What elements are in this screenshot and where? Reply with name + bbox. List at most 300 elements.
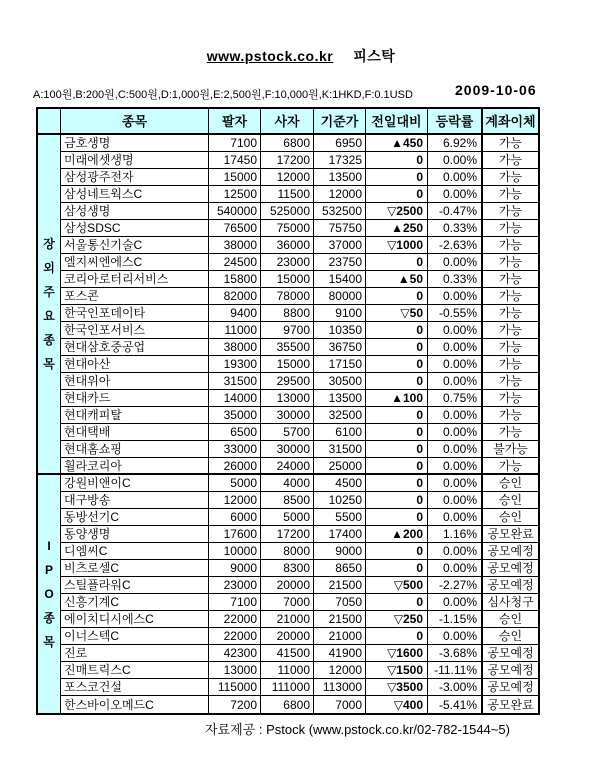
cell-col-change: ▽1000	[365, 237, 427, 253]
cell-col-change: 0	[365, 339, 427, 355]
cell-col-name: 삼성SDSC	[64, 221, 121, 235]
cell-col-transfer: 가능	[481, 203, 538, 219]
header-col-name: 종목	[121, 113, 148, 129]
cell-col-base: 9100	[313, 305, 365, 321]
cell-col-change: ▽500	[365, 577, 427, 593]
cell-col-transfer: 가능	[481, 254, 538, 270]
cell-col-buy: 5700	[260, 424, 313, 440]
cell-col-rate: 6.92%	[427, 135, 481, 151]
cell-col-sell: 7100	[208, 594, 260, 610]
cell-col-name: 현대삼호중공업	[64, 340, 146, 354]
table-row	[61, 152, 538, 169]
cell-col-transfer: 가능	[481, 186, 538, 202]
cell-col-transfer: 공모예정	[481, 662, 538, 678]
cell-col-transfer: 가능	[481, 288, 538, 304]
cell-col-sell: 23000	[208, 577, 260, 593]
cell-col-name: 이너스텍C	[64, 629, 120, 643]
table-row	[61, 356, 538, 373]
cell-col-sell: 6000	[208, 509, 260, 525]
cell-col-base: 9000	[313, 543, 365, 559]
cell-col-sell: 17600	[208, 526, 260, 542]
cell-col-sell: 12500	[208, 186, 260, 202]
cell-col-name: 금호생명	[64, 136, 111, 150]
table-row	[61, 237, 538, 254]
cell-col-transfer: 가능	[481, 220, 538, 236]
cell-col-rate: 0.00%	[427, 441, 481, 457]
table-row	[61, 373, 538, 390]
cell-col-transfer: 승인	[481, 475, 538, 491]
cell-col-transfer: 승인	[481, 492, 538, 508]
cell-col-sell: 42300	[208, 645, 260, 661]
cell-col-change: ▽1600	[365, 645, 427, 661]
cell-col-base: 7050	[313, 594, 365, 610]
report-date: 2009-10-06	[455, 82, 537, 98]
cell-col-sell: 19300	[208, 356, 260, 372]
table-row	[61, 271, 538, 288]
cell-col-rate: 0.00%	[427, 339, 481, 355]
cell-col-name: 비츠로셀C	[64, 561, 120, 575]
table-row	[61, 305, 538, 322]
table-row	[61, 543, 538, 560]
cell-col-transfer: 심사청구	[481, 594, 538, 610]
cell-col-name: 현대홈쇼핑	[64, 442, 122, 456]
cell-col-rate: 0.00%	[427, 254, 481, 270]
header-col-transfer: 계좌이체	[481, 109, 538, 133]
cell-col-buy: 8500	[260, 492, 313, 508]
cell-col-name: 스틸플라워C	[64, 578, 131, 592]
cell-col-rate: -3.00%	[427, 679, 481, 695]
cell-col-base: 12000	[313, 186, 365, 202]
cell-col-buy: 12000	[260, 169, 313, 185]
cell-col-change: 0	[365, 186, 427, 202]
header-col-rate: 등락률	[427, 109, 481, 133]
cell-col-sell: 76500	[208, 220, 260, 236]
table-row	[61, 254, 538, 271]
cell-col-name: 삼성생명	[64, 204, 111, 218]
cell-col-name: 대구방송	[64, 493, 111, 507]
cell-col-name: 미래에셋생명	[64, 153, 134, 167]
cell-col-base: 36750	[313, 339, 365, 355]
cell-col-buy: 6800	[260, 135, 313, 151]
cell-col-transfer: 승인	[481, 509, 538, 525]
gutter-char: 목	[43, 635, 55, 649]
cell-col-transfer: 가능	[481, 169, 538, 185]
cell-col-buy: 6800	[260, 696, 313, 713]
cell-col-rate: -3.68%	[427, 645, 481, 661]
cell-col-base: 23750	[313, 254, 365, 270]
cell-col-base: 532500	[313, 203, 365, 219]
table-row	[61, 424, 538, 441]
cell-col-name: 현대카드	[64, 391, 111, 405]
table-row	[61, 186, 538, 203]
cell-col-sell: 26000	[208, 458, 260, 473]
cell-col-rate: 1.16%	[427, 526, 481, 542]
cell-col-rate: 0.00%	[427, 356, 481, 372]
gutter-char: 장	[43, 237, 55, 251]
cell-col-name: 에이치디시에스C	[64, 612, 154, 626]
table-row	[61, 322, 538, 339]
cell-col-base: 21000	[313, 628, 365, 644]
cell-col-transfer: 불가능	[481, 441, 538, 457]
cell-col-change: ▽1500	[365, 662, 427, 678]
table-row	[61, 577, 538, 594]
cell-col-base: 80000	[313, 288, 365, 304]
cell-col-name: 진로	[64, 646, 88, 660]
cell-col-transfer: 승인	[481, 628, 538, 644]
table-row	[61, 679, 538, 696]
cell-col-change: 0	[365, 594, 427, 610]
cell-col-name: 강원비앤이C	[64, 476, 131, 490]
cell-col-buy: 20000	[260, 577, 313, 593]
cell-col-transfer: 가능	[481, 135, 538, 151]
cell-col-buy: 17200	[260, 526, 313, 542]
cell-col-transfer: 가능	[481, 458, 538, 473]
cell-col-transfer: 승인	[481, 611, 538, 627]
site-url-link[interactable]: www.pstock.co.kr	[206, 48, 334, 64]
table-row	[61, 339, 538, 356]
cell-col-base: 6100	[313, 424, 365, 440]
cell-col-base: 75750	[313, 220, 365, 236]
cell-col-buy: 35500	[260, 339, 313, 355]
cell-col-transfer: 공모예정	[481, 679, 538, 695]
table-row	[61, 288, 538, 305]
cell-col-transfer: 가능	[481, 305, 538, 321]
page-title	[0, 46, 602, 66]
table-row	[61, 203, 538, 220]
gutter-header-cell	[38, 109, 60, 135]
cell-col-sell: 10000	[208, 543, 260, 559]
cell-col-name: 디엠씨C	[64, 544, 108, 558]
cell-col-sell: 6500	[208, 424, 260, 440]
cell-col-name: 휠라코리아	[64, 458, 122, 473]
cell-col-rate: 0.00%	[427, 458, 481, 473]
price-unit-legend: A:100원,B:200원,C:500원,D:1,000원,E:2,500원,F:10,000원,K:1HKD,F:0.1USD	[33, 89, 413, 101]
cell-col-transfer: 가능	[481, 390, 538, 406]
cell-col-transfer: 가능	[481, 271, 538, 287]
cell-col-buy: 15000	[260, 271, 313, 287]
cell-col-buy: 9700	[260, 322, 313, 338]
cell-col-rate: -2.27%	[427, 577, 481, 593]
table-row	[61, 628, 538, 645]
cell-col-change: 0	[365, 407, 427, 423]
cell-col-sell: 31500	[208, 373, 260, 389]
cell-col-buy: 8000	[260, 543, 313, 559]
gutter-char: 종	[43, 611, 55, 625]
cell-col-rate: 0.00%	[427, 475, 481, 491]
cell-col-rate: 0.75%	[427, 390, 481, 406]
cell-col-change: 0	[365, 492, 427, 508]
cell-col-transfer: 공모완료	[481, 696, 538, 713]
gutter-char: 주	[43, 285, 55, 299]
cell-col-transfer: 공모예정	[481, 577, 538, 593]
cell-col-rate: 0.00%	[427, 424, 481, 440]
cell-col-sell: 7200	[208, 696, 260, 713]
cell-col-name: 현대택배	[64, 425, 111, 439]
cell-col-rate: 0.00%	[427, 152, 481, 168]
table-row	[61, 696, 538, 713]
cell-col-name: 진매트릭스C	[64, 663, 131, 677]
cell-col-name: 신흥기계C	[64, 595, 120, 609]
brand-name: 피스탁	[353, 48, 396, 64]
cell-col-sell: 11000	[208, 322, 260, 338]
section-label-otc-major	[38, 135, 60, 475]
cell-col-buy: 11500	[260, 186, 313, 202]
cell-col-name: 현대아산	[64, 357, 111, 371]
table-row	[61, 475, 538, 492]
cell-col-buy: 30000	[260, 407, 313, 423]
cell-col-transfer: 공모예정	[481, 560, 538, 576]
cell-col-buy: 23000	[260, 254, 313, 270]
header-col-sell: 팔자	[208, 109, 260, 133]
cell-col-name: 포스콘	[64, 289, 99, 303]
stock-quote-table	[36, 107, 540, 715]
cell-col-base: 17150	[313, 356, 365, 372]
cell-col-buy: 8300	[260, 560, 313, 576]
cell-col-base: 10250	[313, 492, 365, 508]
cell-col-change: ▽50	[365, 305, 427, 321]
cell-col-rate: 0.00%	[427, 186, 481, 202]
cell-col-base: 12000	[313, 662, 365, 678]
cell-col-buy: 75000	[260, 220, 313, 236]
cell-col-name: 한스바이오메드C	[64, 697, 154, 712]
table-row	[61, 169, 538, 186]
section-gutter	[38, 109, 60, 713]
cell-col-sell: 33000	[208, 441, 260, 457]
cell-col-transfer: 공모예정	[481, 645, 538, 661]
cell-col-base: 21500	[313, 611, 365, 627]
cell-col-transfer: 가능	[481, 424, 538, 440]
table-row	[61, 662, 538, 679]
gutter-char: O	[44, 587, 54, 601]
cell-col-rate: 0.00%	[427, 594, 481, 610]
cell-col-buy: 30000	[260, 441, 313, 457]
cell-col-change: 0	[365, 169, 427, 185]
cell-col-transfer: 가능	[481, 152, 538, 168]
cell-col-name: 삼성네트웍스C	[64, 187, 143, 201]
cell-col-transfer: 가능	[481, 237, 538, 253]
cell-col-buy: 29500	[260, 373, 313, 389]
cell-col-name: 동양생명	[64, 527, 111, 541]
cell-col-change: 0	[365, 288, 427, 304]
cell-col-transfer: 가능	[481, 407, 538, 423]
table-row	[61, 526, 538, 543]
cell-col-base: 8650	[313, 560, 365, 576]
cell-col-change: ▲200	[365, 526, 427, 542]
cell-col-change: 0	[365, 373, 427, 389]
cell-col-base: 17325	[313, 152, 365, 168]
cell-col-sell: 35000	[208, 407, 260, 423]
cell-col-base: 13500	[313, 390, 365, 406]
cell-col-sell: 13000	[208, 662, 260, 678]
gutter-char: 요	[43, 309, 55, 323]
cell-col-change: ▲250	[365, 220, 427, 236]
cell-col-base: 21500	[313, 577, 365, 593]
header-col-base: 기준가	[313, 109, 365, 133]
cell-col-rate: 0.00%	[427, 492, 481, 508]
table-row	[61, 390, 538, 407]
cell-col-transfer: 가능	[481, 339, 538, 355]
cell-col-buy: 4000	[260, 475, 313, 491]
cell-col-sell: 12000	[208, 492, 260, 508]
table-row	[61, 135, 538, 152]
cell-col-buy: 111000	[260, 679, 313, 695]
header-col-buy: 사자	[260, 109, 313, 133]
gutter-char: 목	[43, 357, 55, 371]
cell-col-change: 0	[365, 475, 427, 491]
cell-col-rate: -0.55%	[427, 305, 481, 321]
cell-col-sell: 115000	[208, 679, 260, 695]
cell-col-change: 0	[365, 424, 427, 440]
cell-col-sell: 14000	[208, 390, 260, 406]
cell-col-sell: 17450	[208, 152, 260, 168]
cell-col-name: 코리아로터리서비스	[64, 272, 169, 286]
cell-col-transfer: 가능	[481, 356, 538, 372]
table-row	[61, 441, 538, 458]
table-row	[61, 594, 538, 611]
cell-col-sell: 22000	[208, 628, 260, 644]
cell-col-sell: 22000	[208, 611, 260, 627]
cell-col-buy: 24000	[260, 458, 313, 473]
cell-col-base: 25000	[313, 458, 365, 473]
cell-col-buy: 36000	[260, 237, 313, 253]
cell-col-name: 한국인포데이타	[64, 306, 146, 320]
gutter-char: P	[44, 563, 53, 577]
cell-col-base: 10350	[313, 322, 365, 338]
cell-col-rate: 0.00%	[427, 628, 481, 644]
cell-col-change: ▲450	[365, 135, 427, 151]
cell-col-buy: 8800	[260, 305, 313, 321]
cell-col-rate: 0.00%	[427, 560, 481, 576]
cell-col-rate: -11.11%	[427, 662, 481, 678]
cell-col-base: 41900	[313, 645, 365, 661]
cell-col-base: 30500	[313, 373, 365, 389]
table-row	[61, 458, 538, 475]
cell-col-sell: 15000	[208, 169, 260, 185]
cell-col-rate: 0.33%	[427, 271, 481, 287]
cell-col-change: ▲50	[365, 271, 427, 287]
table-row	[61, 509, 538, 526]
cell-col-buy: 17200	[260, 152, 313, 168]
cell-col-name: 삼성광주전자	[64, 170, 134, 184]
cell-col-change: ▽3500	[365, 679, 427, 695]
cell-col-sell: 9000	[208, 560, 260, 576]
cell-col-base: 4500	[313, 475, 365, 491]
cell-col-base: 31500	[313, 441, 365, 457]
cell-col-name: 엘지씨엔에스C	[64, 255, 143, 269]
cell-col-buy: 525000	[260, 203, 313, 219]
footer-credit: 자료제공 : Pstock (www.pstock.co.kr/02-782-1544~5)	[205, 722, 510, 737]
table-row	[61, 645, 538, 662]
cell-col-buy: 5000	[260, 509, 313, 525]
cell-col-base: 17400	[313, 526, 365, 542]
cell-col-change: ▽250	[365, 611, 427, 627]
cell-col-sell: 540000	[208, 203, 260, 219]
cell-col-name: 한국인포서비스	[64, 323, 146, 337]
table-row	[61, 560, 538, 577]
cell-col-name: 포스코건설	[64, 680, 122, 694]
cell-col-rate: 0.00%	[427, 322, 481, 338]
cell-col-transfer: 가능	[481, 322, 538, 338]
cell-col-buy: 20000	[260, 628, 313, 644]
table-row	[61, 220, 538, 237]
table-row	[61, 407, 538, 424]
cell-col-name: 서울통신기술C	[64, 238, 143, 252]
cell-col-change: 0	[365, 356, 427, 372]
cell-col-sell: 38000	[208, 339, 260, 355]
cell-col-change: 0	[365, 628, 427, 644]
cell-col-rate: 0.00%	[427, 509, 481, 525]
cell-col-change: 0	[365, 560, 427, 576]
cell-col-sell: 24500	[208, 254, 260, 270]
cell-col-rate: 0.00%	[427, 288, 481, 304]
cell-col-change: ▽2500	[365, 203, 427, 219]
cell-col-transfer: 가능	[481, 373, 538, 389]
cell-col-sell: 15800	[208, 271, 260, 287]
cell-col-change: 0	[365, 509, 427, 525]
cell-col-sell: 38000	[208, 237, 260, 253]
cell-col-base: 6950	[313, 135, 365, 151]
table-row	[61, 611, 538, 628]
cell-col-name: 동방선기C	[64, 510, 120, 524]
cell-col-base: 5500	[313, 509, 365, 525]
cell-col-base: 32500	[313, 407, 365, 423]
cell-col-rate: 0.33%	[427, 220, 481, 236]
cell-col-buy: 41500	[260, 645, 313, 661]
cell-col-buy: 7000	[260, 594, 313, 610]
cell-col-change: 0	[365, 543, 427, 559]
cell-col-base: 7000	[313, 696, 365, 713]
cell-col-buy: 11000	[260, 662, 313, 678]
cell-col-rate: -2.63%	[427, 237, 481, 253]
cell-col-rate: -1.15%	[427, 611, 481, 627]
cell-col-change: 0	[365, 152, 427, 168]
cell-col-transfer: 공모예정	[481, 543, 538, 559]
cell-col-rate: -0.47%	[427, 203, 481, 219]
cell-col-name: 현대위아	[64, 374, 111, 388]
cell-col-rate: 0.00%	[427, 407, 481, 423]
cell-col-buy: 13000	[260, 390, 313, 406]
cell-col-rate: 0.00%	[427, 169, 481, 185]
cell-col-buy: 78000	[260, 288, 313, 304]
cell-col-transfer: 공모완료	[481, 526, 538, 542]
cell-col-buy: 15000	[260, 356, 313, 372]
cell-col-change: 0	[365, 458, 427, 473]
cell-col-base: 37000	[313, 237, 365, 253]
section-label-ipo	[38, 475, 60, 713]
cell-col-name: 현대캐피탈	[64, 408, 122, 422]
gutter-char: I	[47, 539, 51, 553]
cell-col-buy: 21000	[260, 611, 313, 627]
table-row	[61, 492, 538, 509]
cell-col-base: 113000	[313, 679, 365, 695]
cell-col-base: 13500	[313, 169, 365, 185]
header-col-change: 전일대비	[365, 109, 427, 133]
cell-col-rate: -5.41%	[427, 696, 481, 713]
cell-col-sell: 5000	[208, 475, 260, 491]
table-header-row	[61, 109, 538, 135]
cell-col-change: 0	[365, 322, 427, 338]
cell-col-sell: 9400	[208, 305, 260, 321]
cell-col-rate: 0.00%	[427, 373, 481, 389]
cell-col-sell: 82000	[208, 288, 260, 304]
cell-col-change: ▲100	[365, 390, 427, 406]
cell-col-sell: 7100	[208, 135, 260, 151]
cell-col-change: 0	[365, 441, 427, 457]
table-body	[61, 135, 538, 713]
cell-col-rate: 0.00%	[427, 543, 481, 559]
table-main	[60, 109, 538, 713]
cell-col-change: 0	[365, 254, 427, 270]
